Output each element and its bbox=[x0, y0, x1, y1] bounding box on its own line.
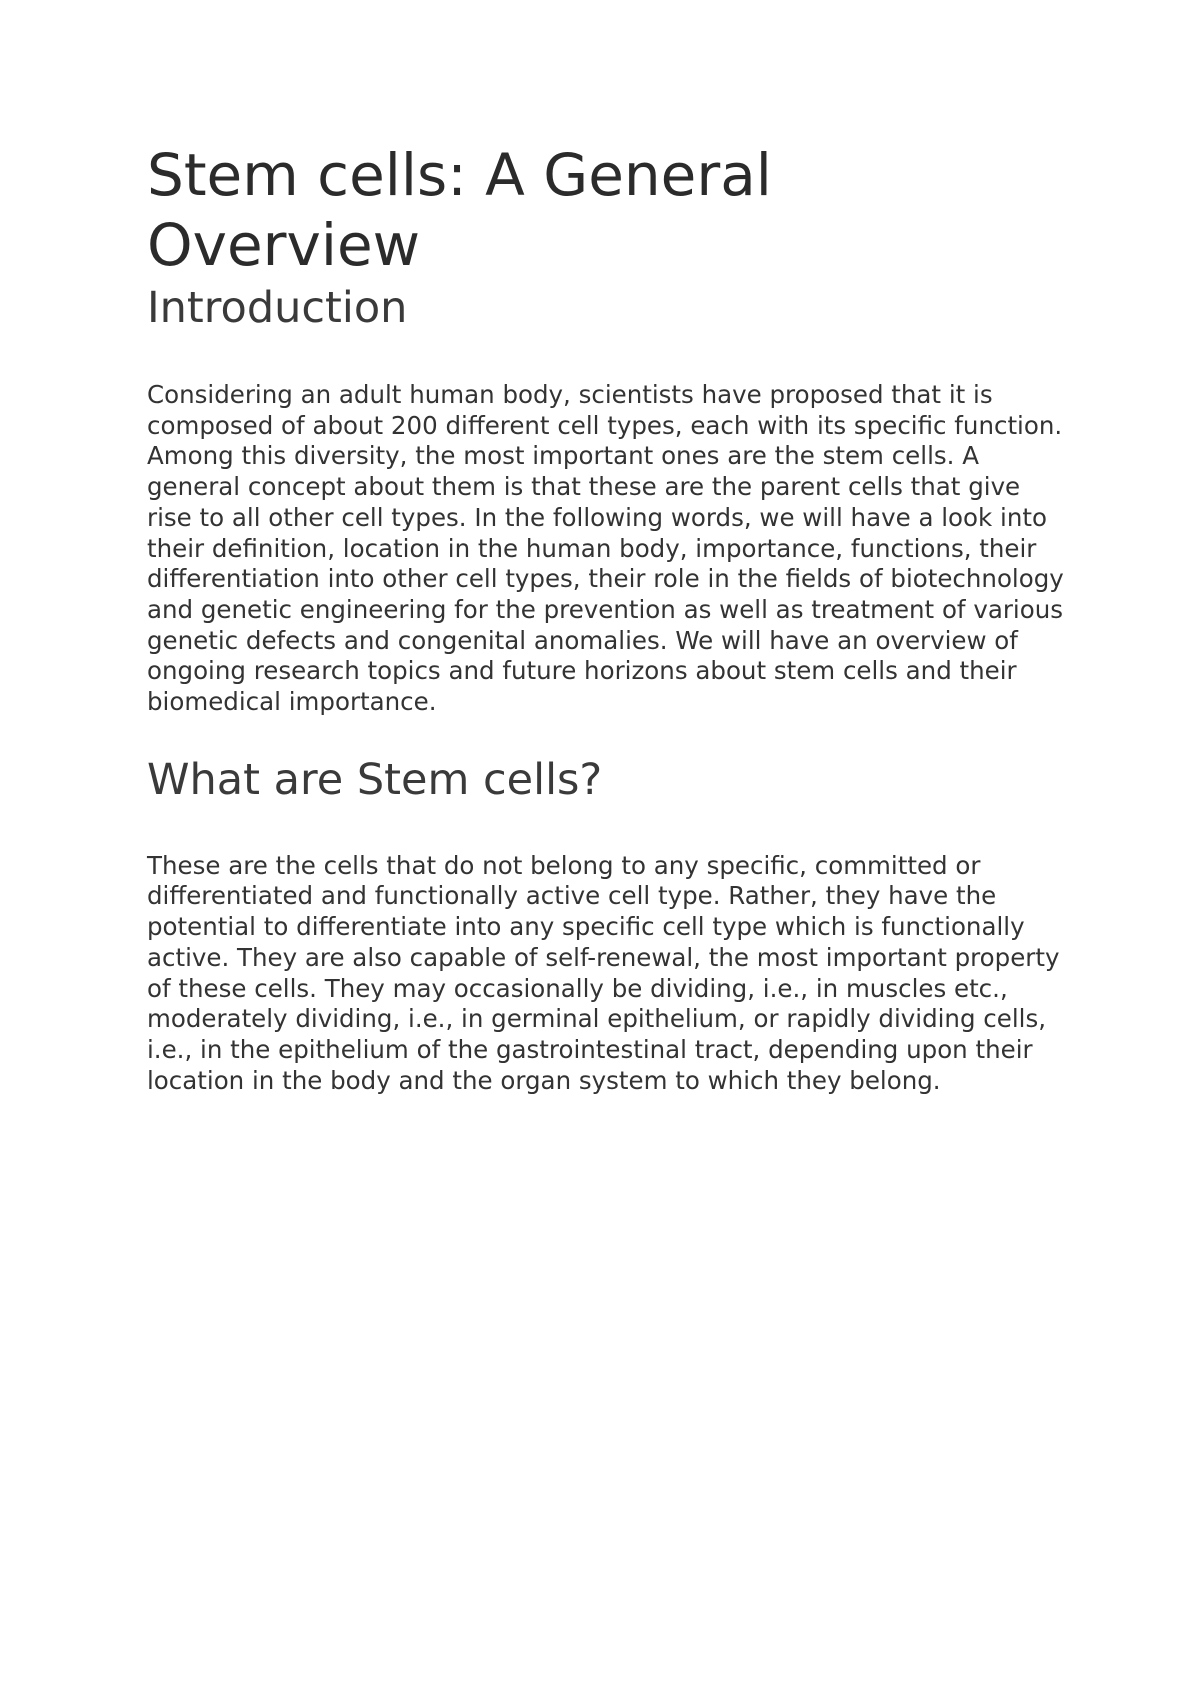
what-are-stem-cells-paragraph: These are the cells that do not belong to any specific, committed or differentiated and functionally active cell type. Rather, they have the potential to differentiate into any specific cell type which is functionally active. They are also capable of self-renewal, the most important property of these cells. They may occasionally be dividing, i.e., in muscles etc., moderately dividing, i.e., in germinal epithelium, or rapidly dividing cells, i.e., in the epithelium of the gastrointestinal tract, depending upon their location in the body and the organ system to which they belong. bbox=[147, 850, 1060, 1095]
document-title: Stem cells: A General Overview bbox=[147, 141, 772, 279]
section-heading-introduction: Introduction bbox=[147, 283, 408, 333]
introduction-paragraph: Considering an adult human body, scientists have proposed that it is composed of about 200 different cell types, each with its specific function. Among this diversity, the most important ones are the stem cells. A general concept about them is that these are the parent cells that give rise to all other cell types. In the following words, we will have a look into their definition, location in the human body, importance, functions, their differentiation into other cell types, their role in the fields of biotechnology and genetic engineering for the prevention as well as treatment of various genetic defects and congenital anomalies. We will have an overview of ongoing research topics and future horizons about stem cells and their biomedical importance. bbox=[147, 380, 1064, 717]
section-heading-what-are-stem-cells: What are Stem cells? bbox=[147, 754, 603, 805]
document-page bbox=[147, 140, 1077, 1096]
